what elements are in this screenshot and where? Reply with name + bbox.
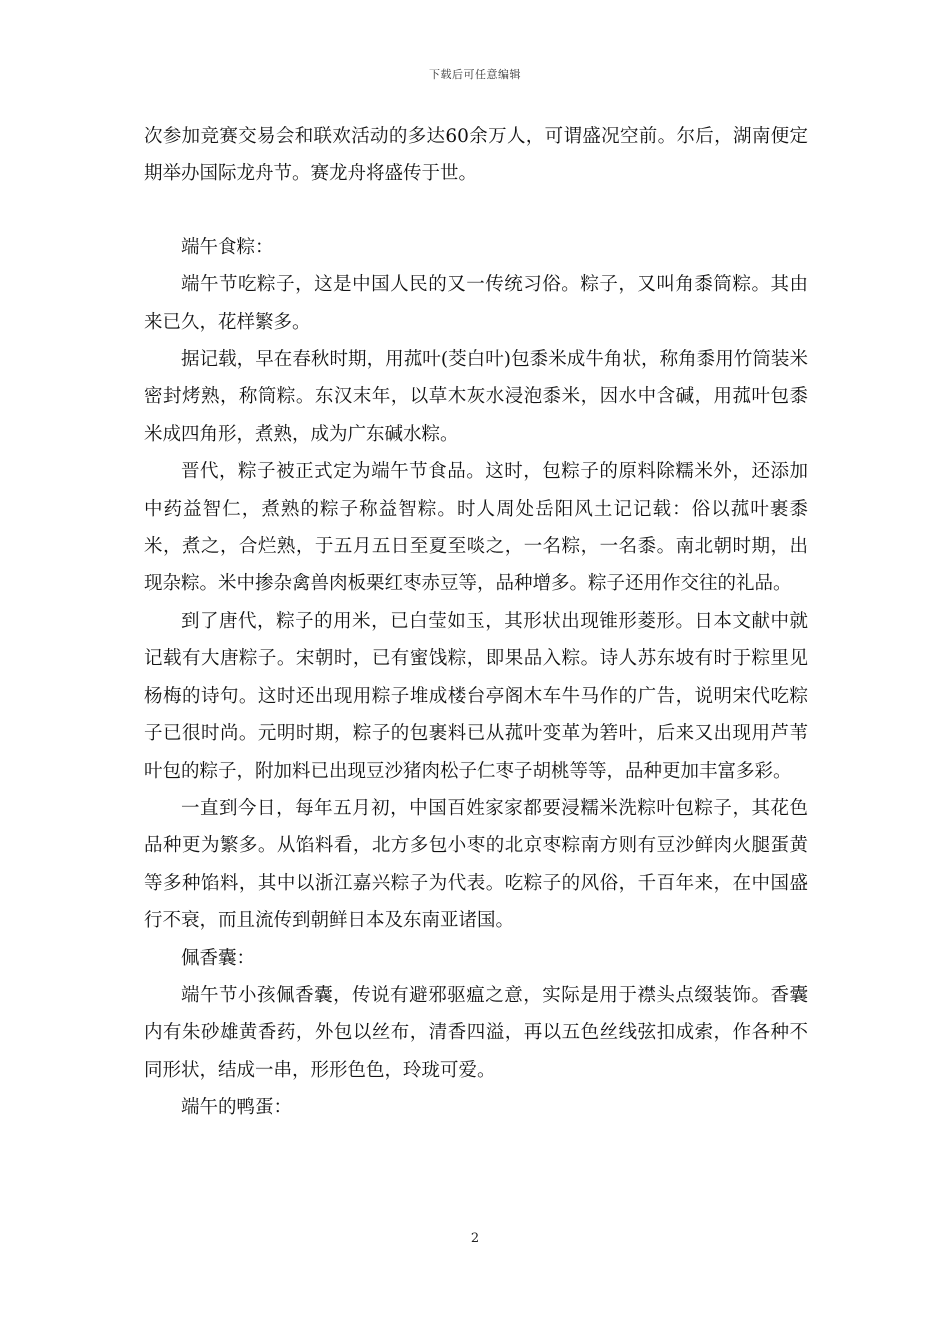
section-heading-duck-egg: 端午的鸭蛋：: [181, 1097, 293, 1119]
paragraph-zongzi-jin-dynasty: 晋代，粽子被正式定为端午节食品。这时，包粽子的原料除糯米外，还添加中药益智仁，煮熟的粽子称益智粽。时人周处岳阳风土记记载：俗以菰叶裹黍米，煮之，合烂熟，于五月五日至夏至啖之，一名粽，一名黍。南北朝时期，出现杂粽。米中掺杂禽兽肉板栗红枣赤豆等，品种增多。粽子还用作交往的礼品。: [144, 461, 808, 595]
paragraph-zongzi-tang-song: 到了唐代，粽子的用米，已白莹如玉，其形状出现锥形菱形。日本文献中就记载有大唐粽子。宋朝时，已有蜜饯粽，即果品入粽。诗人苏东坡有时于粽里见杨梅的诗句。这时还出现用粽子堆成楼台亭阁木车牛马作的广告，说明宋代吃粽子已很时尚。元明时期，粽子的包裹料已从菰叶变革为箬叶，后来又出现用芦苇叶包的粽子，附加料已出现豆沙猪肉松子仁枣子胡桃等等，品种更加丰富多彩。: [144, 610, 808, 782]
document-body: [144, 118, 808, 1127]
paragraph-zongzi-origin: 据记载，早在春秋时期，用菰叶(茭白叶)包黍米成牛角状，称角黍用竹筒装米密封烤熟，称筒粽。东汉末年，以草木灰水浸泡黍米，因水中含碱，用菰叶包黍米成四角形，煮熟，成为广东碱水粽。: [144, 349, 808, 445]
section-heading-sachet: 佩香囊：: [181, 947, 256, 969]
page-number: 2: [470, 1231, 480, 1246]
section-heading-zongzi: 端午食粽：: [181, 236, 274, 258]
paragraph-zongzi-today: 一直到今日，每年五月初，中国百姓家家都要浸糯米洗粽叶包粽子，其花色品种更为繁多。从馅料看，北方多包小枣的北京枣粽南方则有豆沙鲜肉火腿蛋黄等多种馅料，其中以浙江嘉兴粽子为代表。吃粽子的风俗，千百年来，在中国盛行不衰，而且流传到朝鲜日本及东南亚诸国。: [144, 797, 808, 932]
page-header: 下载后可任意编辑: [429, 68, 521, 81]
paragraph-spacer: [144, 193, 808, 229]
paragraph-zongzi-intro: 端午节吃粽子，这是中国人民的又一传统习俗。粽子，又叫角黍筒粽。其由来已久，花样繁多。: [144, 274, 808, 333]
paragraph-dragon-boat-continued: 次参加竞赛交易会和联欢活动的多达60余万人，可谓盛况空前。尔后，湖南便定期举办国际龙舟节。赛龙舟将盛传于世。: [144, 126, 808, 185]
paragraph-sachet: 端午节小孩佩香囊，传说有避邪驱瘟之意，实际是用于襟头点缀装饰。香囊内有朱砂雄黄香药，外包以丝布，清香四溢，再以五色丝线弦扣成索，作各种不同形状，结成一串，形形色色，玲珑可爱。: [144, 984, 808, 1081]
